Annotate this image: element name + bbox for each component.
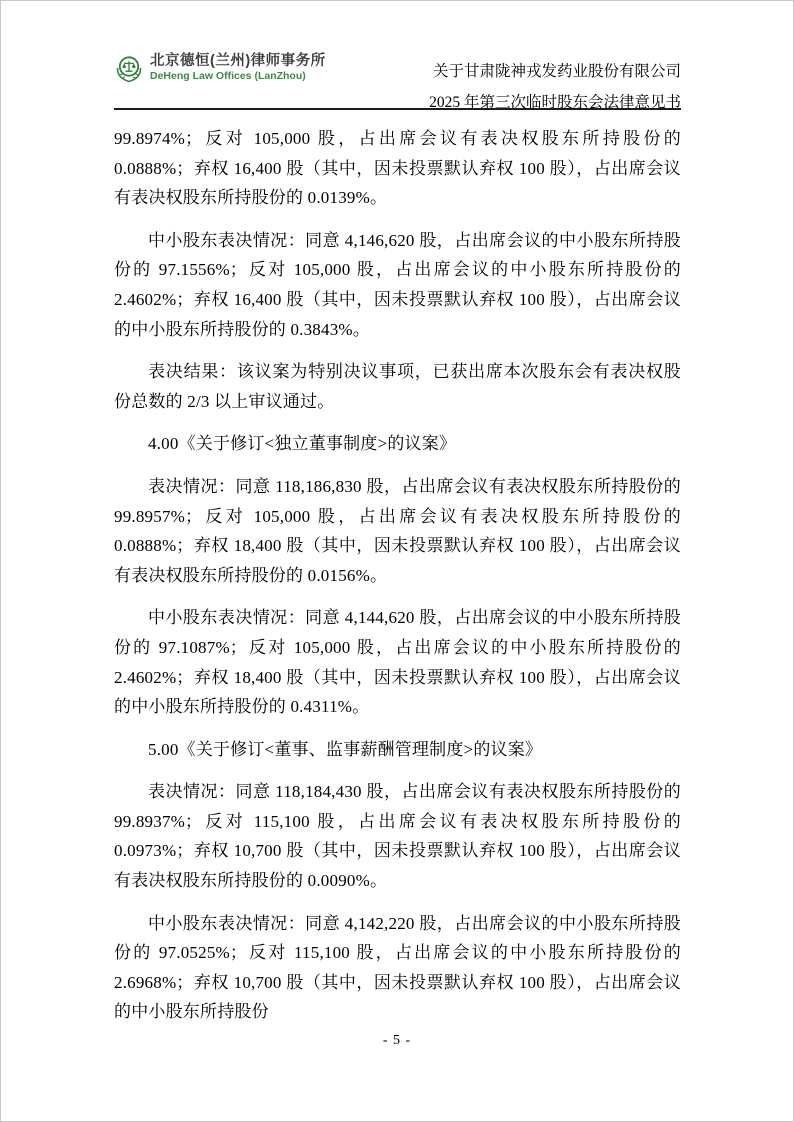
document-title-line1: 关于甘肃陇神戎发药业股份有限公司 [432, 63, 681, 80]
document-body [114, 124, 681, 1027]
paragraph-vote-result-item3: 表决结果：该议案为特别决议事项，已获出席本次股东会有表决权股份总数的 2/3 以上审议通过。 [114, 362, 681, 411]
proposal-heading-5: 5.00《关于修订<董事、监事薪酬管理制度>的议案》 [148, 739, 543, 759]
paragraph-vote-item5: 表决情况：同意 118,184,430 股，占出席会议有表决权股东所持股份的 99.8937%；反对 115,100 股，占出席会议有表决权股东所持股份的 0.0973%；弃权 10,700 股（其中，因未投票默认弃权 100 股），占出席会议有表决权股东所持股份的 0.0090%。 [114, 782, 681, 891]
paragraph-vote-item4: 表决情况：同意 118,186,830 股，占出席会议有表决权股东所持股份的 99.8957%；反对 105,000 股，占出席会议有表决权股东所持股份的 0.0888%；弃权 18,400 股（其中，因未投票默认弃权 100 股），占出席会议有表决权股东所持股份的 0.0156%。 [114, 476, 681, 585]
proposal-heading-4: 4.00《关于修订<独立董事制度>的议案》 [148, 434, 457, 454]
document-title-line2: 2025 年第三次临时股东会法律意见书 [429, 94, 681, 111]
paragraph-minority-vote-item4: 中小股东表决情况：同意 4,144,620 股，占出席会议的中小股东所持股份的 97.1087%；反对 105,000 股，占出席会议的中小股东所持股份的 2.4602%；弃权 18,400 股（其中，因未投票默认弃权 100 股），占出席会议的中小股东所持股份的 0.4311%。 [114, 608, 681, 717]
law-firm-name-cn: 北京德恒(兰州)律师事务所 [150, 53, 326, 69]
paragraph-minority-vote-item3: 中小股东表决情况：同意 4,146,620 股，占出席会议的中小股东所持股份的 97.1556%；反对 105,000 股，占出席会议的中小股东所持股份的 2.4602%；弃权 16,400 股（其中，因未投票默认弃权 100 股），占出席会议的中小股东所持股份的 0.3843%。 [114, 230, 681, 339]
law-firm-logo [114, 53, 326, 87]
paragraph-minority-vote-item5: 中小股东表决情况：同意 4,142,220 股，占出席会议的中小股东所持股份的 97.0525%；反对 115,100 股，占出席会议的中小股东所持股份的 2.6968%；弃权 10,700 股（其中，因未投票默认弃权 100 股），占出席会议的中小股东所持股份 [114, 913, 681, 1022]
law-firm-name-block [150, 53, 326, 83]
page-footer [1, 1033, 793, 1049]
header-divider [114, 108, 681, 110]
page-number: - 5 - [382, 1033, 412, 1048]
paragraph-vote-continuation: 99.8974%；反对 105,000 股，占出席会议有表决权股东所持股份的 0.0888%；弃权 16,400 股（其中，因未投票默认弃权 100 股），占出席会议有表决权股东所持股份的 0.0139%。 [114, 129, 681, 208]
law-firm-name-en: DeHeng Law Offices (LanZhou) [150, 70, 306, 82]
deheng-emblem-icon [114, 53, 144, 87]
